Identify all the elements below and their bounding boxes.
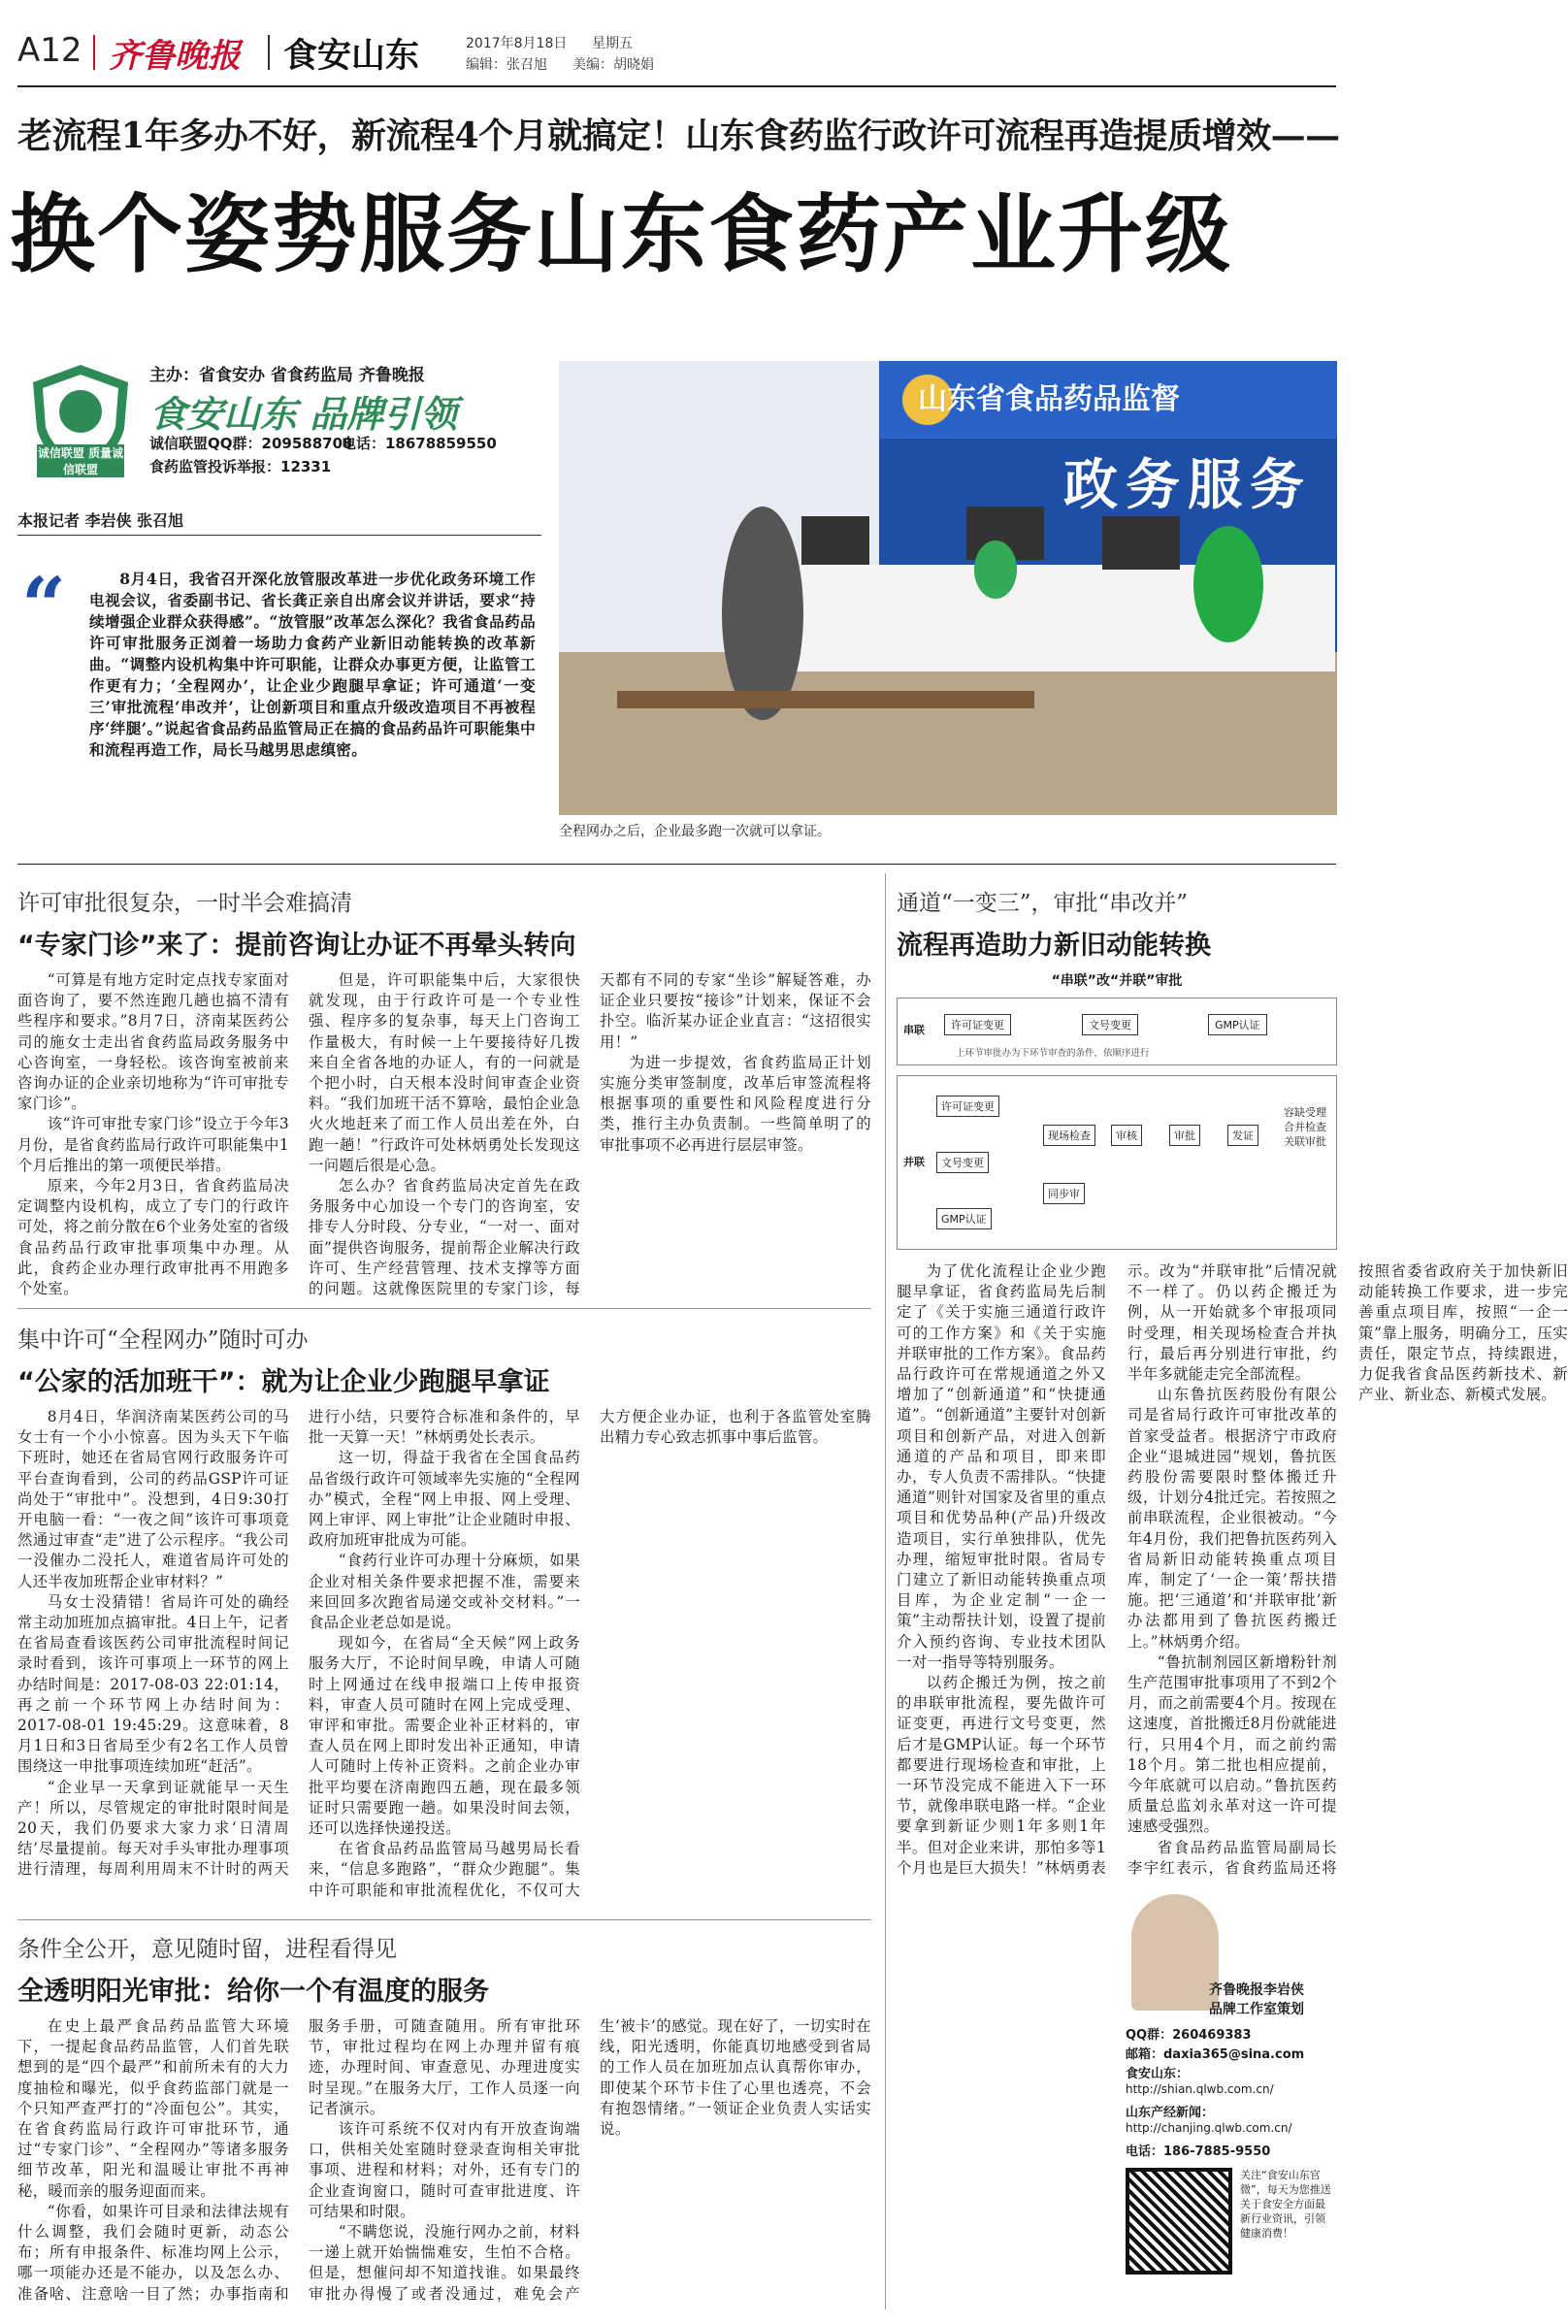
s4-kicker: 通道“一变三”，审批“串改并” — [897, 891, 1189, 916]
brand-slogan: 食安山东 品牌引领 — [149, 393, 458, 436]
promo-title: 齐鲁晚报李岩侠 — [1209, 1982, 1304, 1998]
paragraph: 在省食品药品监管局马越男局长看来，“信息多跑路”，“群众少跑腿”。集中许可职能和审批流程优化，不仅可大大方便企业办证，也利于各监管处室腾出精力专心致志抓事中事后监管。 — [309, 1408, 871, 1899]
diagram-note: 上环节审批办为下环节审查的条件，依顺序进行 — [956, 1048, 1150, 1059]
lead-paragraph: 8月4日，我省召开深化放管服改革进一步优化政务环境工作电视会议，省委副书记、省长龚正亲自出席会议并讲话，要求“持续增强企业群众获得感”。“放管服”改革怎么深化？我省食品药品许可审批服务正浏着一场助力食药产业新旧动能转换的改革新曲。“调整内设机构集中许可职能，让群众办事更方便，让监管工作更有力；‘全程网办’，让企业少跑腿早拿证；许可通道‘一变三’审批流程‘串改并’，让创新项目和重点升级改造项目不再被程序‘绊腿’。”说起省食品药品监管局正在搞的食品药品许可职能集中和流程再造工作，局长马越男思虑缜密。 — [89, 570, 536, 759]
paragraph: 该许可系统不仅对内有开放查询端口，供相关处室随时登录查询相关审批事项、进程和材料；对外，还有专门的企业查询窗口，随时可查审批进度、许可结果和时限。 — [309, 2120, 580, 2220]
promo-phone: 电话：186-7885-9550 — [1126, 2144, 1271, 2159]
subheadline: 老流程1年多办不好，新流程4个月就搞定！山东食药监行政许可流程再造提质增效—— — [17, 115, 1340, 156]
paragraph: 怎么办？省食药监局决定首先在政务服务中心加设一个专门的咨询室，安排专人分时段、分专业，“一对一、面对面”提供咨询服务，提前帮企业解决行政许可、生产经营管理、技术支撑等方面的问题。这就像医院里的专家门诊，每天都有不同的专家“坐诊”解疑答难，办证企业只要按“接诊”计划来，保证不会扑空。临沂某办证企业直言：“这招很实用！” — [309, 971, 871, 1298]
paragraph: 现如今，在省局“全天候”网上政务服务大厅，不论时间早晚，申请人可随时上网通过在线申报端口上传申报资料，审查人员可随时在网上完成受理、审评和审批。需要企业补正材料的，审查人员在网上即时发出补正通知，申请人可随时上传补正资料。之前企业办审批平均要在济南跑四五趟，现在最多领证时只需要跑一趟。如果没时间去领，还可以选择快递投送。 — [309, 1634, 580, 1838]
paragraph: “鲁抗制剂园区新增粉针剂生产范围审批事项用了不到2个月，而之前需要4个月。按现在这速度，首批搬迁8月份就能进行，只用4个月，而之前约需18个月。第二批也相应提前，今年底就可以启动。”鲁抗医药质量总监刘永革对这一许可提速感受强烈。 — [1127, 1653, 1337, 1836]
diagram-title: “串联”改“并联”审批 — [1051, 973, 1183, 989]
s3-kicker: 条件全公开，意见随时留，进程看得见 — [17, 1937, 397, 1962]
paragraph: 在史上最严食品药品监管大环境下，一提起食品药品监管，人们首先联想到的是“四个最严”和前所未有的大力度抽检和曝光，似乎食药监部门就是一个只知严查严打的“冷面包公”。其实，在省食药监局行政许可审批环节，通过“专家门诊”、“全程网办”等诸多服务细节改革，阳光和温暖让审批不再神秘，暖而亲的服务迎面而来。 — [17, 2017, 289, 2200]
s2-body — [17, 1407, 871, 1912]
paragraph: 为了优化流程让企业少跑腿早拿证，省食药监局先后制定了《关于实施三通道行政许可的工作方案》和《关于实施并联审批的工作方案》。食品药品行政许可在常规通道之外又增加了“创新通道”和“快捷通道”。“创新通道”主要针对创新项目和创新产品，对进入创新通道的产品和项目，即来即办，专人负责不需排队。“快捷通道”则针对国家及省里的重点项目和优势品种(产品)升级改造项目，实行单独排队，优先办理，缩短审批时限。省局专门建立了新旧动能转换重点项目库，为企业定制“一企一策”主动帮扶计划，设置了提前介入预约咨询、专业技术团队一对一指导等特别服务。 — [897, 1262, 1106, 1671]
s1-kicker: 许可审批很复杂，一时半会难搞清 — [17, 891, 352, 916]
node: 现场检查 — [1043, 1125, 1095, 1146]
s1-headline: “专家门诊”来了：提前咨询让办证不再晕头转向 — [17, 931, 576, 961]
qq-group: 诚信联盟QQ群：209588708 — [149, 435, 353, 452]
photo-sign-top: 山东省食品药品监督 — [918, 382, 1180, 416]
node: 文号变更 — [936, 1152, 989, 1173]
s2-headline: “公家的活加班干”：就为让企业少跑腿早拿证 — [17, 1367, 550, 1397]
promo-email: 邮箱：daxia365@sina.com — [1126, 2047, 1305, 2062]
node: 审核 — [1111, 1125, 1142, 1146]
reporter-photo — [1131, 1894, 1219, 2011]
qr-code[interactable] — [1126, 2168, 1232, 2275]
hosts: 主办：省食安办 省食药监局 齐鲁晚报 — [149, 366, 425, 385]
node: GMP认证 — [936, 1208, 992, 1229]
photo-sign-main: 政务服务 — [1063, 454, 1312, 517]
paragraph: 以药企搬迁为例，按之前的串联审批流程，要先做许可证变更，再进行文号变更，然后才是GMP认证。每一个环节都要进行现场检查和审批，上一环节没完成不能进入下一环节，就像串联电路一样。“企业要拿到新证少则1年多则1年半。但对企业来讲，那怕多等1个月也是巨大损失！”林炳勇表示。改为“并联审批”后情况就不一样了。仍以药企搬迁为例，从一开始就多个审报项同时受理，相关现场检查合并执行，最后再分别进行审批，约半年多就能走完全部流程。 — [897, 1262, 1337, 1877]
alliance-text: 诚信联盟 质量诚信联盟 — [37, 446, 124, 476]
quote-mark: “ — [21, 560, 67, 651]
paper-logo: 齐鲁晚报 — [109, 37, 241, 76]
section-name: 食安山东 — [283, 36, 420, 76]
page-number: A12 — [17, 31, 82, 70]
row-label: 串联 — [903, 1024, 925, 1036]
node: GMP认证 — [1208, 1014, 1267, 1035]
node: 发证 — [1227, 1125, 1258, 1146]
main-headline: 换个姿势服务山东食药产业升级 — [10, 184, 1233, 284]
paragraph: 马女士没猜错！省局许可处的确经常主动加班加点搞审批。4日上午，记者在省局查看该医药公司审批流程时间记录时看到，该许可事项上一环节的网上办结时间是：2017-08-03 22:01:14，再之前一个环节网上办结时间为：2017-08-01 19:45:29。这意味着，8月1日和3日省局至少有2名工作人员曾围绕这一申批事项连续加班“赶活”。 — [17, 1592, 289, 1776]
promo-site: 食安山东： — [1126, 2067, 1190, 2081]
paragraph: 但是，许可职能集中后，大家很快就发现，由于行政许可是一个专业性强、程序多的复杂事，每天上门咨询工作量极大，有时候一上午要接待好几拨来自全省各地的办证人，有的一问就是个把小时，白天根本没时间审查企业资料。“我们加班干活不算啥，最怕企业急火火地赶来了而工作人员出差在外，白跑一趟！”行政许可处林炳勇处长发现这一问题后很是心急。 — [309, 971, 580, 1174]
divider — [268, 35, 270, 70]
integrity-alliance-logo — [23, 361, 138, 475]
diagram-side-note: 容缺受理 合并检查 关联审批 — [1284, 1106, 1326, 1148]
paragraph: “企业早一天拿到证就能早一天生产！所以，尽管规定的审批时限时间是20天，我们仍要求大家力求‘日清周结’尽量提前。每天对手头审批办理事项进行清理，每周利用周末不计时的两天进行小结，只要符合标准和条件的，早批一天算一天！”林炳勇处长表示。 — [17, 1408, 580, 1879]
byline: 本报记者 李岩侠 张召旭 — [17, 508, 541, 536]
masthead-rule — [17, 85, 1336, 87]
designer: 美编：胡晓娟 — [572, 57, 654, 73]
column-divider — [885, 873, 886, 2309]
divider — [17, 1308, 871, 1309]
paragraph: 省食品药品监管局副局长李宇红表示，省食药监局还将按照省委省政府关于加快新旧动能转换工作要求，进一步完善重点项目库，按照“一企一策”靠上服务，明确分工，压实责任，限定节点，持续跟进，力促我省食品医药新技术、新产业、新业态、新模式发展。 — [1127, 1262, 1568, 1877]
paragraph: 山东鲁抗医药股份有限公司是省局行政许可审批改革的首家受益者。根据济宁市政府企业“退城进园”规划，鲁抗医药股份需要限时整体搬迁升级，计划分4批迁完。若按照之前串联流程，企业很被动。“今年4月份，我们把鲁抗医药列入省局新旧动能转换重点项目库，制定了‘一企一策’帮扶措施。把‘三通道’和‘并联审批’新办法都用到了鲁抗医药搬迁上。”林炳勇介绍。 — [1127, 1386, 1337, 1651]
paragraph: “不瞒您说，没施行网办之前，材料一递上就开始惴惴难安，生怕不合格。但是，想催问却不知道找谁。如果最终审批办得慢了或者没通过，难免会产生‘被卡’的感觉。现在好了，一切实时在线，阳光透明，你能真切地感受到省局的工作人员在加班加点认真帮你审办，即使某个环节卡住了心里也透亮，不会有抱怨情绪。”一领证企业负责人实话实说。 — [309, 2017, 871, 2303]
node: 同步审 — [1043, 1183, 1085, 1204]
paragraph: “你看，如果许可目录和法律法规有什么调整，我们会随时更新，动态公布；所有申报条件、标准均网上公示，哪一项能办还是不能办，以及怎么办、准备啥、注意啥一目了然；办事指南和服务手册，可随查随用。所有审批环节，审批过程均在网上办理并留有痕迹，办理时间、审查意见、办理进度实时呈现。”在服务大厅，工作人员逐一向记者演示。 — [17, 2017, 580, 2303]
news-photo — [559, 361, 1337, 815]
qr-note: 关注“食安山东官微”，每天为您推送关于食安全方面最新行业资讯，引领健康消费！ — [1240, 2169, 1331, 2240]
node: 许可证变更 — [944, 1014, 1011, 1035]
contact-phone: 电话：18678859550 — [342, 435, 497, 452]
serial-to-parallel-diagram — [897, 970, 1337, 1252]
paragraph: “食药行业许可办理十分麻烦，如果企业对相关条件要求把握不准，需要来来回回多次跑省局递交或补交材料。”一食品企业老总如是说。 — [309, 1552, 580, 1632]
s3-headline: 全透明阳光审批：给你一个有温度的服务 — [17, 1977, 489, 2007]
promo-url[interactable]: http://chanjing.qlwb.com.cn/ — [1126, 2121, 1292, 2135]
paragraph: 这一切，得益于我省在全国食品药品省级行政许可领域率先实施的“全程网办”模式，全程“网上申报、网上受理、网上审评、网上审批”让企业随时申报、政府加班审批成为可能。 — [309, 1449, 580, 1550]
weekday: 星期五 — [592, 36, 633, 51]
s4-body — [897, 1261, 1568, 1890]
sponsor-box — [17, 361, 561, 487]
promo-box — [1122, 1894, 1337, 2302]
promo-url[interactable]: http://shian.qlwb.com.cn/ — [1126, 2082, 1274, 2096]
photo-caption: 全程网办之后，企业最多跑一次就可以拿证。 — [559, 824, 831, 839]
paragraph: 原来，今年2月3日，省食药监局决定调整内设机构，成立了专门的行政许可处，将之前分散在6个业务处室的省级食品药品行政审批事项集中办理。从此，食药企业办理行政审批再不用跑多个处室。 — [17, 1177, 289, 1298]
serial-row — [897, 998, 1337, 1065]
s2-kicker: 集中许可“全程网办”随时可办 — [17, 1327, 309, 1353]
paragraph: 该“许可审批专家门诊”设立于今年3月份，是省食药监局行政许可职能集中1个月后推出的第一项便民举措。 — [17, 1115, 289, 1174]
divider — [17, 1919, 871, 1920]
divider — [93, 35, 95, 70]
s3-body — [17, 2016, 871, 2308]
paragraph: 为进一步提效，省食药监局正计划实施分类审签制度，改革后审签流程将根据事项的重要性和风险程度进行分类，推行主办负责制。一些简单明了的审批事项不必再进行层层审签。 — [600, 1053, 871, 1154]
node: 许可证变更 — [936, 1096, 999, 1117]
masthead — [17, 27, 1337, 85]
editor: 编辑：张召旭 — [466, 57, 547, 73]
complaint-line: 食药监管投诉举报：12331 — [149, 458, 332, 475]
paragraph: “可算是有地方定时定点找专家面对面咨询了，要不然连跑几趟也搞不清有些程序和要求。”8月7日，济南某医药公司的施女士走出省食药监局政务服务中心咨询室，一身轻松。该咨询室被前来咨询办证的企业亲切地称为“许可审批专家门诊”。 — [17, 971, 289, 1113]
node: 文号变更 — [1082, 1014, 1138, 1035]
section-rule — [17, 864, 1336, 865]
issue-date: 2017年8月18日 — [466, 36, 568, 51]
s4-headline: 流程再造助力新旧动能转换 — [897, 931, 1211, 961]
s1-body — [17, 970, 871, 1300]
promo-studio: 品牌工作室策划 — [1209, 2002, 1304, 2017]
paragraph: 8月4日，华润济南某医药公司的马女士有一个小小惊喜。因为头天下午临下班时，她还在省局官网行政服务许可平台查询看到，公司的药品GSP许可证尚处于“审批中”。没想到，4日9:30打开电脑一看：“一夜之间”该许可事项竟然通过审查“走”进了公示程序。“我公司一没催办二没托人，难道省局许可处的人还半夜加班帮企业审材料？” — [17, 1408, 289, 1590]
node: 审批 — [1169, 1125, 1200, 1146]
promo-qq: QQ群：260469383 — [1126, 2028, 1252, 2043]
row-label: 并联 — [903, 1156, 925, 1168]
promo-site: 山东产经新闻： — [1126, 2106, 1215, 2120]
parallel-row — [897, 1075, 1337, 1250]
